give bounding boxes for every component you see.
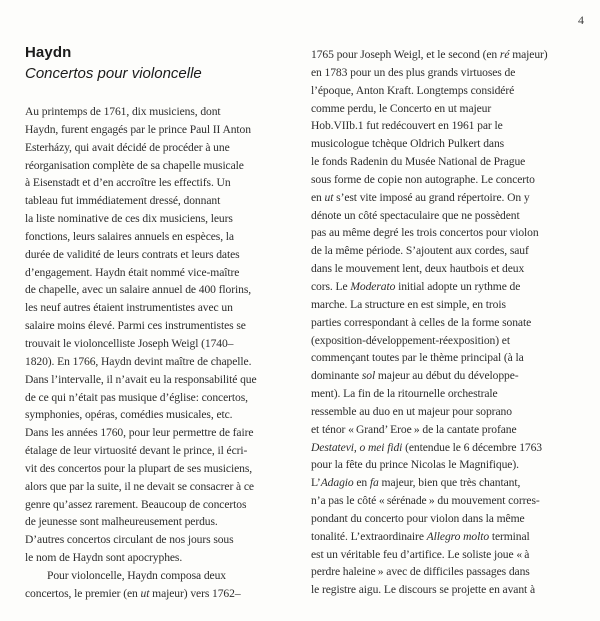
italic-text-run: sol (361, 369, 376, 383)
text-run: initial adopte un rythme de (395, 279, 521, 293)
text-line (25, 335, 306, 353)
text-line (311, 260, 585, 278)
composer-heading: Haydn (25, 44, 72, 61)
text-line (25, 228, 306, 246)
text-run: le registre aigu. Le discours se projette en avant à (311, 583, 536, 597)
text-line (25, 460, 306, 478)
text-run: vit des concertos pour la plupart de ses musiciens, (25, 461, 253, 475)
italic-text-run: Destatevi, o mei fidi (311, 440, 403, 454)
text-run: cors. Le (311, 279, 351, 293)
text-run: l’époque, Anton Kraft. Longtemps considéré (311, 83, 515, 97)
text-line (311, 242, 585, 260)
text-line (311, 153, 585, 171)
text-line (311, 135, 585, 153)
text-run: et ténor « Grand’ Eroe » de la cantate profane (311, 422, 517, 436)
text-run: tableau fut immédiatement dressé, donnant (25, 194, 221, 208)
text-run: (exposition-développement-réexposition) et (311, 333, 510, 347)
text-line (311, 296, 585, 314)
text-run: la liste nominative de ces dix musiciens, leurs (25, 212, 233, 226)
text-run: comme perdu, le Concerto en ut majeur (311, 101, 492, 115)
text-line (25, 478, 306, 496)
text-line (25, 139, 306, 157)
text-run: réorganisation complète de sa chapelle musicale (25, 158, 244, 172)
text-line (25, 246, 306, 264)
text-line (311, 421, 585, 439)
text-run: s’est vite imposé au grand répertoire. On y (333, 190, 530, 204)
text-run: symphonies, opéras, comédies musicales, etc. (25, 408, 233, 422)
text-run: de la même période. S’ajoutent aux cordes, sauf (311, 244, 529, 258)
text-line (311, 439, 585, 457)
text-run: commençant toutes par le thème principal (à la (311, 351, 524, 365)
text-run: durée de validité de leurs contrats et leurs dates (25, 247, 240, 261)
text-line (25, 210, 306, 228)
text-run: terminal (489, 529, 530, 543)
text-run: marche. La structure en est simple, en trois (311, 297, 506, 311)
page-number: 4 (578, 13, 584, 27)
text-run: 1765 pour Joseph Weigl, et le second (en (311, 48, 500, 61)
work-subtitle: Concertos pour violoncelle (25, 65, 202, 82)
italic-text-run: fa (369, 476, 379, 490)
text-run: dénote un côté spectaculaire que ne possèdent (311, 208, 520, 222)
text-run: d’engagement. Haydn était nommé vice-maître (25, 265, 240, 279)
text-line (25, 157, 306, 175)
text-line (311, 528, 585, 546)
italic-text-run: Adagio (320, 476, 354, 490)
text-run: trouvait le violoncelliste Joseph Weigl (1740– (25, 336, 234, 350)
text-line (311, 171, 585, 189)
text-line (25, 585, 306, 603)
right-text-column (311, 46, 585, 599)
text-line (311, 385, 585, 403)
text-run: parties correspondant à celles de la forme sonate (311, 315, 532, 329)
text-run: concertos, le premier (en (25, 586, 141, 600)
italic-text-run: Allegro molto (426, 529, 490, 543)
text-run: dominante (311, 369, 362, 383)
text-run: (entendue le 6 décembre 1763 (402, 440, 542, 454)
text-run: à Eisenstadt et d’en accroître les effectifs. Un (25, 176, 231, 190)
text-run: en (311, 190, 325, 204)
text-line (25, 442, 306, 460)
text-line (311, 46, 585, 64)
text-line (311, 474, 585, 492)
italic-text-run: ré (499, 48, 510, 61)
text-run: fonctions, leurs salaires annuels en espèces, la (25, 229, 234, 243)
text-run: majeur, bien que très chantant, (378, 476, 521, 490)
text-run: majeur) vers 1762– (149, 586, 241, 600)
text-line (311, 314, 585, 332)
text-run: pour la fête du prince Nicolas le Magnifique). (311, 458, 519, 472)
text-run: Dans l’intervalle, il n’avait eu la responsabilité que (25, 372, 257, 386)
italic-text-run: Moderato (350, 279, 396, 293)
text-run: majeur au début du développe- (375, 369, 519, 383)
text-run: alors que par la suite, il ne devait se consacrer à ce (25, 479, 254, 493)
italic-text-run: ut (324, 190, 334, 204)
text-run: salaire moins élevé. Parmi ces instrumentistes se (25, 319, 246, 333)
text-run: Hob.VIIb.1 fut redécouvert en 1961 par le (311, 119, 503, 133)
text-run: L’ (311, 476, 321, 490)
text-line (311, 563, 585, 581)
text-line (25, 496, 306, 514)
text-run: est un véritable feu d’artifice. Le soliste joue « à (311, 547, 530, 561)
text-run: de chapelle, avec un salaire annuel de 400 florins, (25, 283, 252, 297)
text-line (311, 82, 585, 100)
text-run: ment). La fin de la ritournelle orchestrale (311, 387, 498, 401)
text-run: Haydn, furent engagés par le prince Paul II Anton (25, 122, 251, 136)
text-line (311, 332, 585, 350)
text-line (25, 174, 306, 192)
text-line (311, 207, 585, 225)
text-line (311, 403, 585, 421)
left-text-column (25, 103, 306, 603)
text-line (25, 371, 306, 389)
text-run: étalage de leur virtuosité devant le prince, il écri- (25, 444, 248, 458)
text-line (25, 192, 306, 210)
text-run: tonalité. L’extraordinaire (311, 529, 427, 543)
text-run: perdre haleine » avec de difficiles passages dans (311, 565, 530, 579)
text-run: le fonds Radenin du Musée National de Prague (311, 155, 526, 169)
text-run: pas au même degré les trois concertos pour violon (311, 226, 539, 240)
text-line (311, 510, 585, 528)
text-line (25, 513, 306, 531)
text-line (311, 456, 585, 474)
text-line (311, 117, 585, 135)
text-line (25, 281, 306, 299)
text-line (311, 581, 585, 599)
italic-text-run: ut (140, 586, 150, 600)
text-line (25, 103, 306, 121)
text-line (25, 406, 306, 424)
text-line (25, 424, 306, 442)
text-line (311, 64, 585, 82)
text-line (25, 567, 306, 585)
text-run: n’a pas le côté « sérénade » du mouvement corres- (311, 494, 540, 508)
text-line (311, 278, 585, 296)
text-line (311, 100, 585, 118)
text-run: le nom de Haydn sont apocryphes. (25, 551, 183, 565)
text-run: les neuf autres étaient instrumentistes avec un (25, 301, 233, 315)
text-line (311, 492, 585, 510)
text-run: Esterházy, qui avait décidé de procéder à une (25, 140, 230, 154)
text-line (311, 224, 585, 242)
text-line (25, 264, 306, 282)
text-run: de ce qui n’était pas musique d’église: concertos, (25, 390, 248, 404)
text-run: en (353, 476, 370, 490)
text-line (311, 546, 585, 564)
text-run: dans le mouvement lent, deux hautbois et deux (311, 262, 525, 276)
text-line (25, 353, 306, 371)
text-line (25, 121, 306, 139)
text-line (25, 317, 306, 335)
text-run: ressemble au duo en ut majeur pour soprano (311, 404, 512, 418)
text-run: de jeunesse sont malheureusement perdus. (25, 515, 218, 529)
text-run: musicologue tchèque Oldrich Pulkert dans (311, 137, 505, 151)
text-run: Pour violoncelle, Haydn composa deux (47, 568, 226, 582)
article-header (25, 42, 202, 84)
text-run: majeur) (509, 48, 548, 61)
text-run: pondant du concerto pour violon dans la même (311, 511, 525, 525)
text-run: D’autres concertos circulant de nos jours sous (25, 533, 234, 547)
text-run: 1820). En 1766, Haydn devint maître de chapelle. (25, 354, 252, 368)
text-run: Au printemps de 1761, dix musiciens, dont (25, 105, 221, 118)
text-run: en 1783 pour un des plus grands virtuoses de (311, 65, 516, 79)
text-line (311, 367, 585, 385)
text-line (25, 549, 306, 567)
text-run: Dans les années 1760, pour leur permettre de faire (25, 426, 254, 440)
text-run: genre qu’assez rarement. Beaucoup de concertos (25, 497, 247, 511)
text-line (25, 299, 306, 317)
text-line (311, 189, 585, 207)
text-line (25, 389, 306, 407)
text-line (25, 531, 306, 549)
text-run: sous forme de copie non autographe. Le concerto (311, 172, 535, 186)
text-line (311, 349, 585, 367)
